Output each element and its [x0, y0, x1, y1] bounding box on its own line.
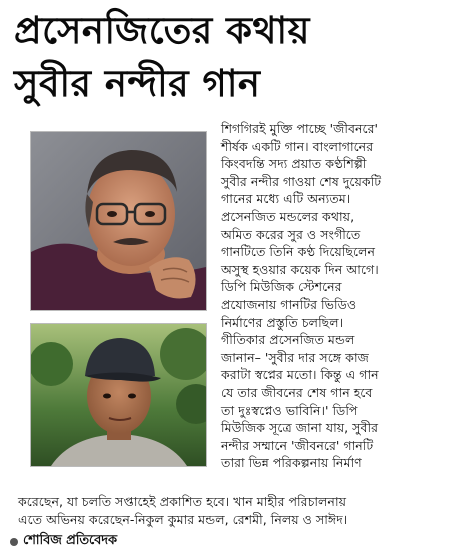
article-line: গানের মধ্যে এটি অন্যতম।: [221, 191, 351, 207]
article-full-width-text: [18, 493, 446, 529]
article-line: শিগগিরই মুক্তি পাচ্ছে 'জীবনরে': [221, 121, 378, 136]
article-line: অমিত করের সুর ও সংগীতে: [221, 226, 361, 242]
article-line: প্রযোজনায় গানটির ভিডিও: [221, 296, 357, 312]
article-line: গানটিতে তিনি কণ্ঠ দিয়েছিলেন: [221, 244, 376, 260]
headline-line-1: প্রসেনজিতের কথায়: [14, 9, 310, 52]
article-line: সুবীর নন্দীর গাওয়া শেষ দুয়েকটি: [221, 173, 382, 189]
article-line: প্রসেনজিত মন্ডলের কথায়,: [221, 208, 355, 224]
article-line: নন্দীর সম্মানে 'জীবনরে' গানটি: [221, 437, 374, 453]
article-line: এতে অভিনয় করেছেন-নিকুল কুমার মন্ডল, রেশমী, নিলয় ও সাঈদ।: [18, 512, 348, 527]
article-line: তা দুঃস্বপ্নেও ভাবিনি।' ডিপি: [221, 402, 358, 418]
article-column-text: [221, 120, 445, 472]
article-line: তারা ভিন্ন পরিকল্পনায় নির্মাণ: [221, 455, 362, 471]
article-line: করেছেন, যা চলতি সপ্তাহেই প্রকাশিত হবে। খান মাহীর পরিচালনায়: [18, 494, 347, 509]
bullet-icon: [10, 538, 18, 546]
headline-line-2: সুবীর নন্দীর গান: [14, 62, 261, 105]
article-line: নির্মাণের প্রস্তুতি চলছিল।: [221, 314, 344, 330]
article-line: অসুস্থ হওয়ার কয়েক দিন আগে।: [221, 261, 379, 277]
article-line: মিউজিক সূত্রে জানা যায়, সুবীর: [221, 420, 379, 436]
article-line: করাটা স্বপ্নের মতো। কিন্তু এ গান: [221, 367, 379, 383]
article-line: গীতিকার প্রসেনজিত মন্ডল: [221, 332, 355, 348]
headline: [14, 4, 444, 110]
photo-subir-nandi: [30, 131, 207, 311]
photo-prosenjit-mondal: [30, 323, 207, 467]
article-line: যে তার জীবনের শেষ গান হবে: [221, 384, 373, 400]
article-line: ডিপি মিউজিক স্টেশনের: [221, 279, 342, 295]
article-line: শীর্ষক একটি গান। বাংলাগানের: [221, 138, 374, 154]
byline: [10, 531, 117, 552]
byline-text: শোবিজ প্রতিবেদক: [23, 533, 117, 548]
article-line: কিংবদন্তি সদ্য প্রয়াত কণ্ঠশিল্পী: [221, 156, 367, 172]
article-line: জানান– 'সুবীর দার সঙ্গে কাজ: [221, 349, 369, 365]
